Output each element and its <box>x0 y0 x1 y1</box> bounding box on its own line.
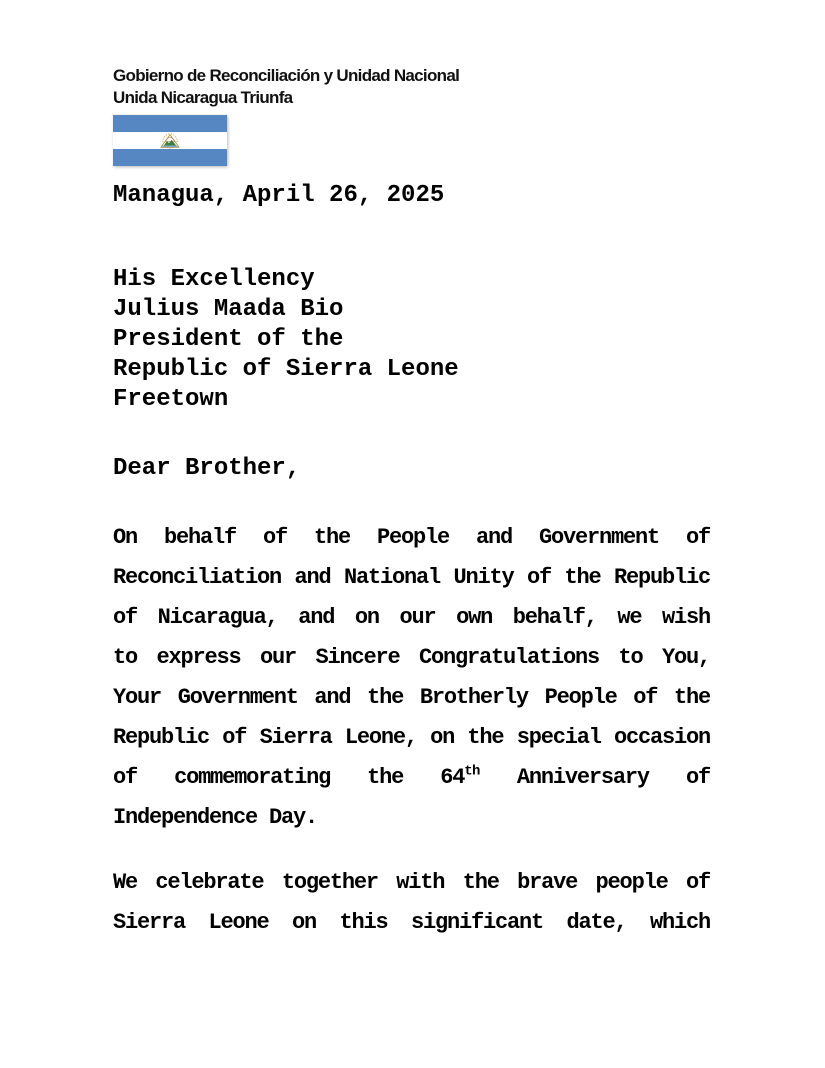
letterhead-line-1: Gobierno de Reconciliación y Unidad Nacional <box>113 66 460 85</box>
letterhead <box>113 65 459 108</box>
flag-emblem-icon <box>157 133 183 149</box>
nicaragua-flag-icon <box>113 115 227 166</box>
body-line: Your Government and the Brotherly People of the <box>113 685 710 710</box>
ordinal-suffix: th <box>464 763 480 780</box>
body-paragraph-1 <box>113 518 710 838</box>
anniversary-text-post: Anniversary of <box>479 765 710 790</box>
body-line: to express our Sincere Congratulations to You, <box>113 645 710 670</box>
body-line: We celebrate together with the brave people of <box>113 870 710 895</box>
recipient-title-line-2: Republic of Sierra Leone <box>113 356 459 383</box>
recipient-honorific: His Excellency <box>113 266 315 293</box>
body-line: On behalf of the People and Government of <box>113 525 710 550</box>
flag-stripe-blue-bottom <box>113 149 227 166</box>
body-line: Reconciliation and National Unity of the Republic <box>113 565 710 590</box>
recipient-title-line-1: President of the <box>113 326 344 353</box>
anniversary-text-pre: of commemorating the 64 <box>113 765 465 790</box>
letterhead-line-2: Unida Nicaragua Triunfa <box>113 87 293 107</box>
recipient-name: Julius Maada Bio <box>113 296 344 323</box>
body-line: Independence Day. <box>113 805 318 830</box>
body-paragraph-2 <box>113 863 710 943</box>
body-line: Republic of Sierra Leone, on the special occasion <box>113 725 710 750</box>
recipient-city: Freetown <box>113 386 229 413</box>
recipient-block <box>113 265 459 415</box>
body-line: Sierra Leone on this significant date, which <box>113 910 710 935</box>
salutation: Dear Brother, <box>113 455 301 482</box>
flag-stripe-white <box>113 132 227 149</box>
body-line: of Nicaragua, and on our own behalf, we wish <box>113 605 710 630</box>
flag-stripe-blue-top <box>113 115 227 132</box>
dateline: Managua, April 26, 2025 <box>113 182 445 209</box>
body-line-anniversary <box>113 758 710 798</box>
